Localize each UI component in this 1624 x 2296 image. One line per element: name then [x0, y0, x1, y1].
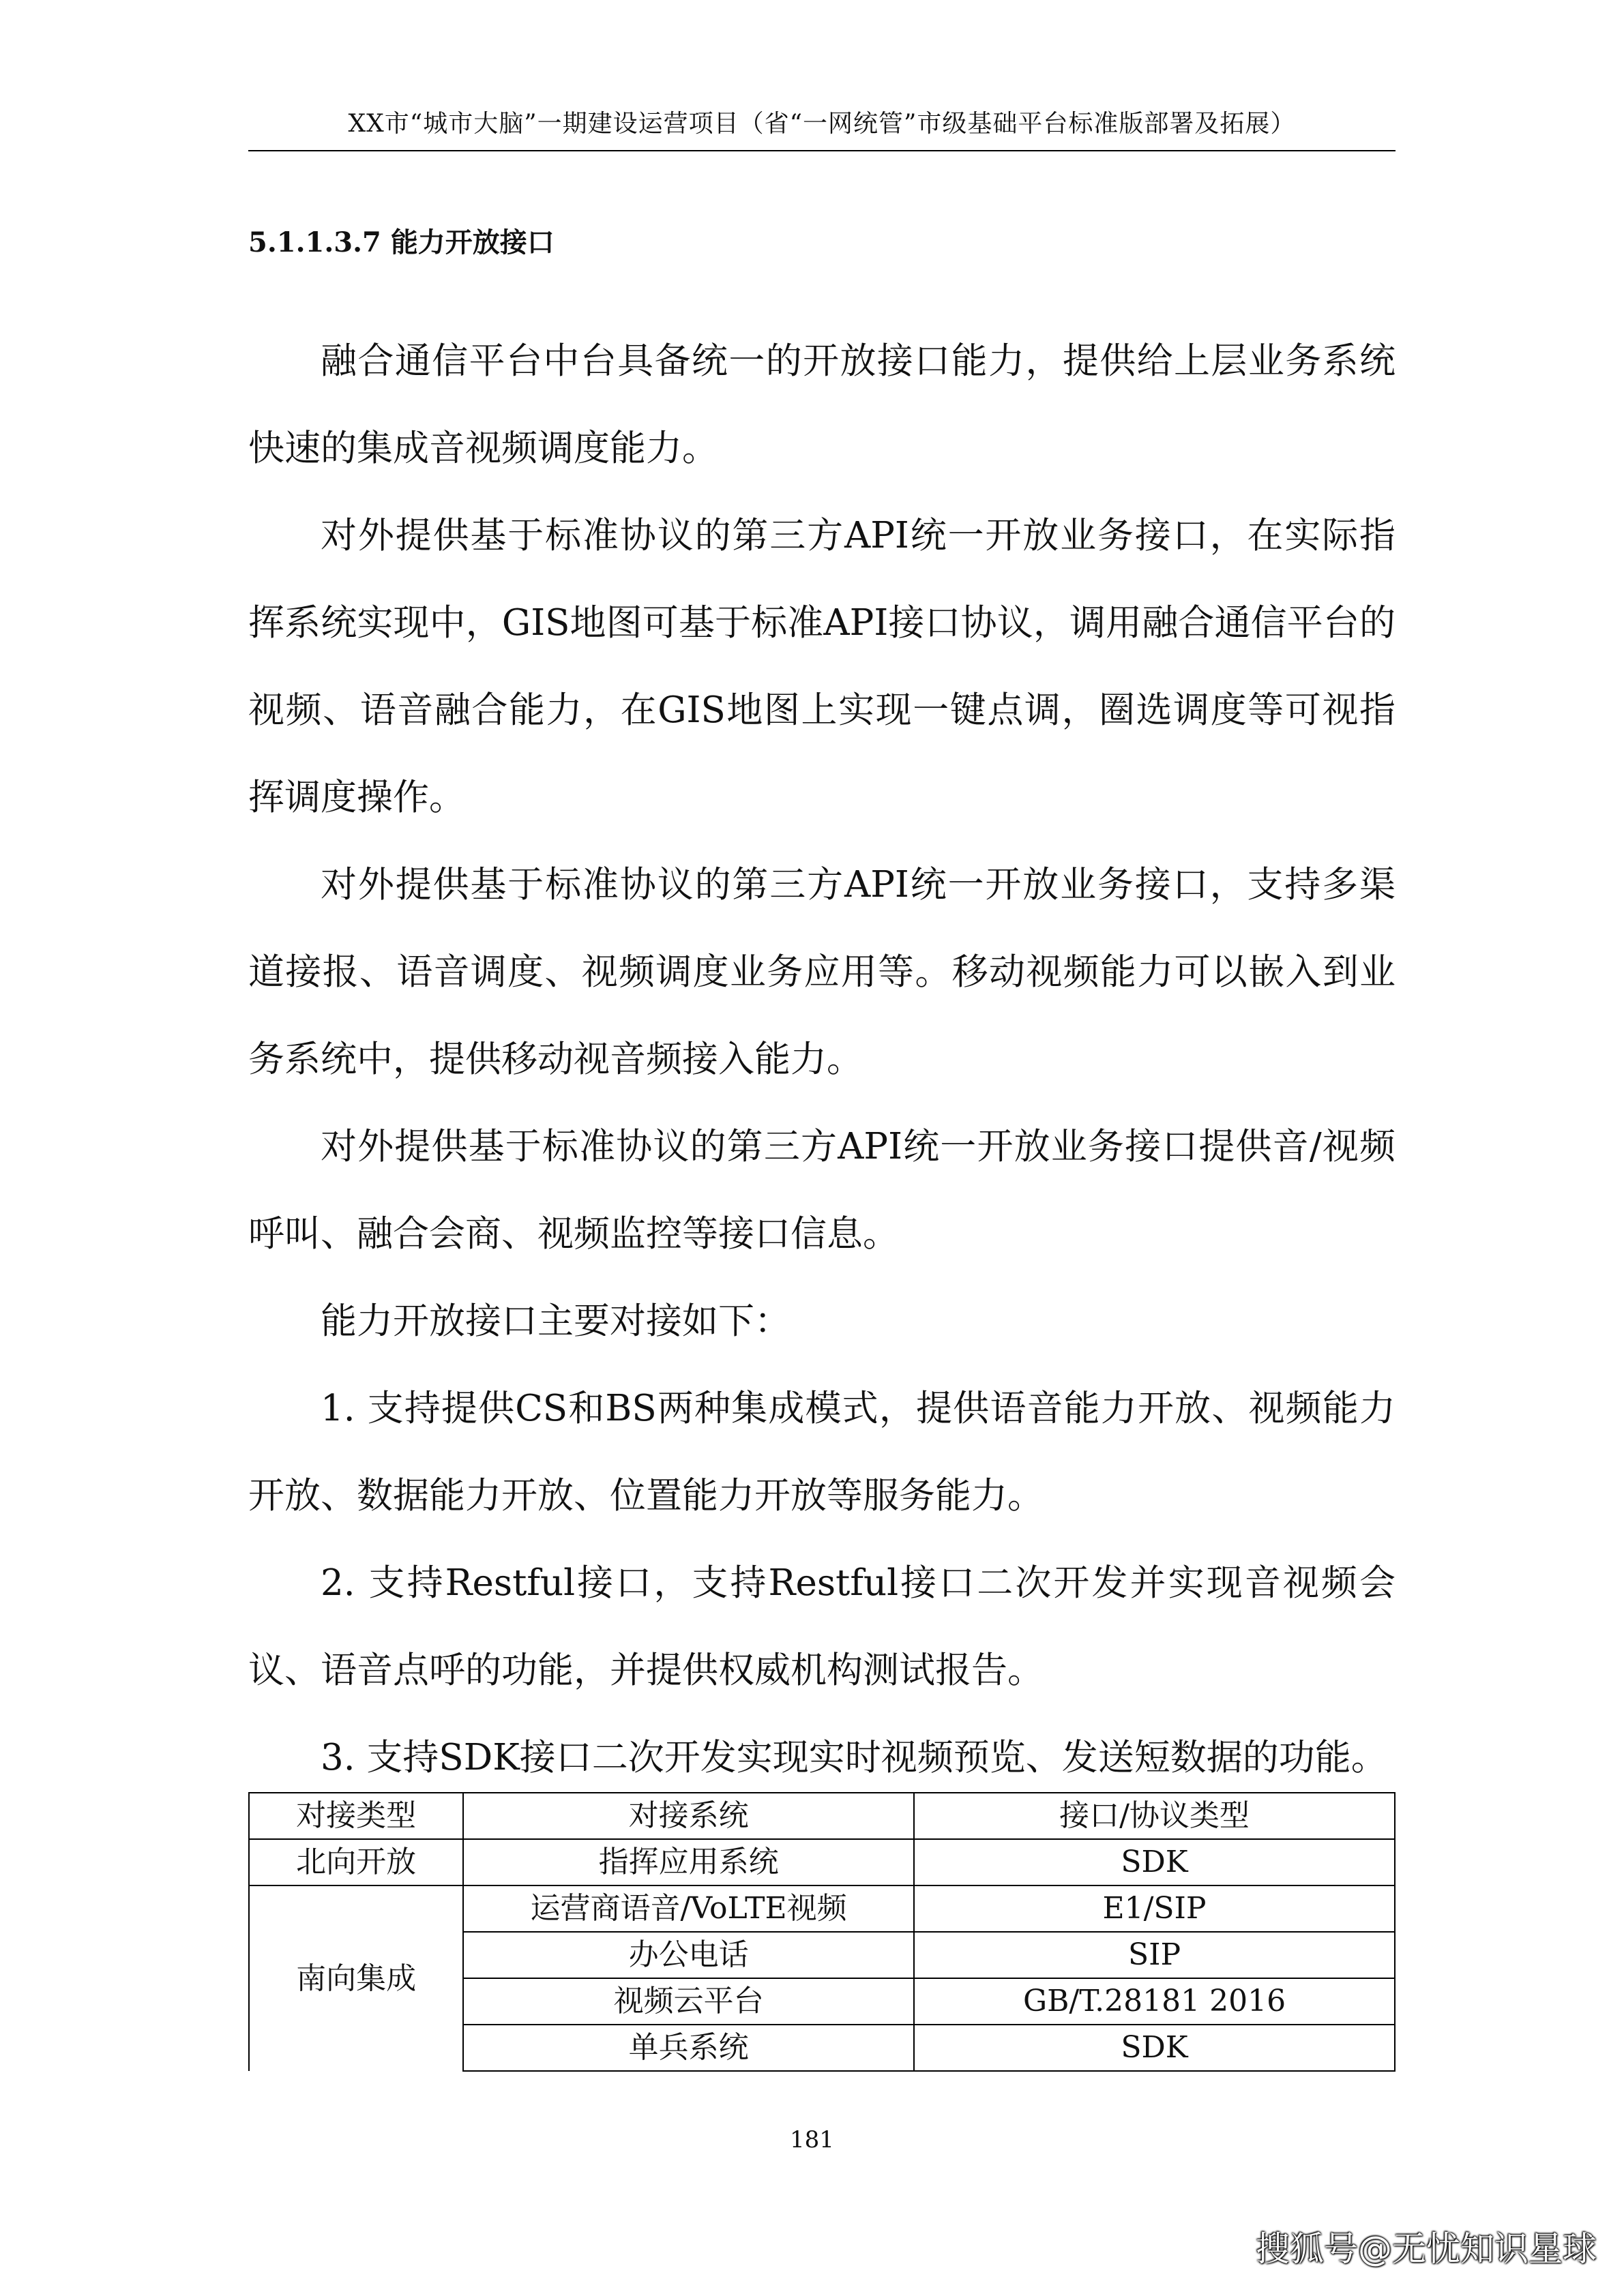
body-text	[248, 318, 1396, 1802]
table-header-cell: 对接系统	[463, 1793, 914, 1839]
table-cell-protocol: GB/T.28181 2016	[914, 1978, 1395, 2025]
table-header-cell: 接口/协议类型	[914, 1793, 1395, 1839]
section-number: 5.1.1.3.7	[248, 226, 381, 258]
watermark: 搜狐号@无忧知识星球	[1256, 2229, 1597, 2269]
table-cell-system: 运营商语音/VoLTE视频	[463, 1885, 914, 1932]
paragraph: 对外提供基于标准协议的第三方API统一开放业务接口提供音/视频呼叫、融合会商、视频监控等接口信息。	[248, 1126, 1396, 1255]
list-item: 1. 支持提供CS和BS两种集成模式，提供语音能力开放、视频能力开放、数据能力开放、位置能力开放等服务能力。	[248, 1388, 1396, 1517]
paragraph: 能力开放接口主要对接如下：	[321, 1300, 791, 1342]
paragraph: 对外提供基于标准协议的第三方API统一开放业务接口，在实际指挥系统实现中，GIS地图可基于标准API接口协议，调用融合通信平台的视频、语音融合能力，在GIS地图上实现一键点调，圈选调度等可视指挥调度操作。	[248, 515, 1396, 818]
list-item: 3. 支持SDK接口二次开发实现实时视频预览、发送短数据的功能。	[321, 1737, 1387, 1778]
running-header: XX市“城市大脑”一期建设运营项目（省“一网统管”市级基础平台标准版部署及拓展）	[348, 110, 1296, 138]
header-rule	[248, 150, 1396, 151]
paragraph: 融合通信平台中台具备统一的开放接口能力，提供给上层业务系统快速的集成音视频调度能力。	[248, 340, 1396, 469]
table-cell-system: 单兵系统	[463, 2025, 914, 2071]
table-cell-type: 南向集成	[249, 1885, 463, 2071]
table-cell-type: 北向开放	[249, 1839, 463, 1885]
paragraph: 对外提供基于标准协议的第三方API统一开放业务接口，支持多渠道接报、语音调度、视频调度业务应用等。移动视频能力可以嵌入到业务系统中，提供移动视音频接入能力。	[248, 864, 1396, 1080]
section-heading	[248, 225, 555, 260]
table-cell-protocol: SDK	[914, 2025, 1395, 2071]
table-row	[249, 1839, 1395, 1885]
section-title: 能力开放接口	[390, 226, 555, 258]
page-number: 181	[790, 2126, 834, 2153]
table-cell-system: 指挥应用系统	[463, 1839, 914, 1885]
table-header-row	[249, 1793, 1395, 1839]
list-item: 2. 支持Restful接口，支持Restful接口二次开发并实现音视频会议、语音点呼的功能，并提供权威机构测试报告。	[248, 1562, 1396, 1691]
table-cell-protocol: E1/SIP	[914, 1885, 1395, 1932]
table-cell-protocol: SDK	[914, 1839, 1395, 1885]
interface-table	[248, 1792, 1396, 2072]
table-cell-protocol: SIP	[914, 1932, 1395, 1978]
table-header-cell: 对接类型	[249, 1793, 463, 1839]
table-cell-system: 视频云平台	[463, 1978, 914, 2025]
table-row	[249, 1885, 1395, 1932]
table-cell-system: 办公电话	[463, 1932, 914, 1978]
